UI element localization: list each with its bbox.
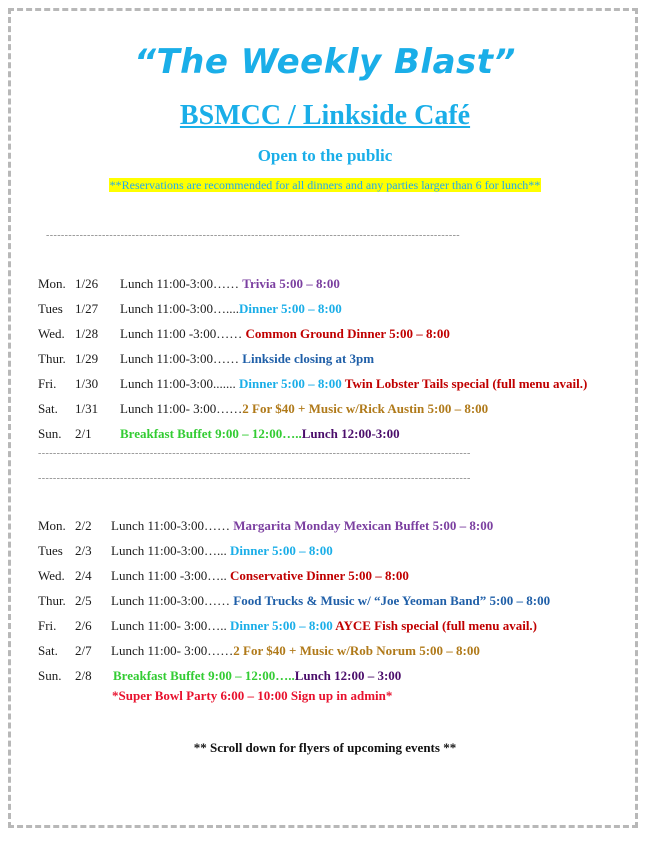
schedule-row (38, 276, 638, 301)
event-text: AYCE Fish special (full menu avail.) (335, 618, 538, 633)
event-text: Food Trucks & Music w/ “Joe Yeoman Band” 5:00 – 8:00 (233, 593, 551, 608)
event-text: Lunch 12:00-3:00 (301, 426, 400, 441)
schedule-details (111, 618, 537, 634)
event-text: 2 For $40 + Music w/Rob Norum 5:00 – 8:00 (233, 643, 480, 658)
reservations-highlight: **Reservations are recommended for all dinners and any parties larger than 6 for lunch** (109, 178, 541, 192)
event-text: Linkside closing at 3pm (242, 351, 375, 366)
schedule-details (111, 643, 480, 659)
date-label: 2/8 (75, 668, 92, 683)
date-label: 1/31 (75, 401, 99, 416)
date-label: 2/3 (75, 543, 92, 558)
divider-middle-2: -------------------------------------------------------------------------------------------------------------------- (38, 473, 471, 484)
date-label: 1/29 (75, 351, 99, 366)
schedule-row (38, 326, 638, 351)
day-label: Tues (38, 543, 63, 558)
lunch-hours: Lunch 11:00 -3:00….. (111, 568, 231, 583)
day-label: Sat. (38, 643, 58, 658)
week-2-schedule (38, 518, 638, 693)
page-title: “The Weekly Blast” (134, 42, 516, 82)
schedule-details (120, 326, 450, 342)
schedule-details (120, 301, 342, 317)
day-label: Sun. (38, 668, 62, 683)
open-to-public-text: Open to the public (257, 146, 393, 165)
schedule-details (120, 351, 374, 367)
day-label: Mon. (38, 276, 66, 291)
day-label: Wed. (38, 568, 65, 583)
event-text: Dinner 5:00 – 8:00 (239, 376, 345, 391)
lunch-hours: Lunch 11:00 -3:00…… (120, 326, 246, 341)
event-text: Margarita Monday Mexican Buffet 5:00 – 8:00 (233, 518, 494, 533)
schedule-row (38, 518, 638, 543)
day-label: Fri. (38, 376, 57, 391)
super-bowl-party-note: *Super Bowl Party 6:00 – 10:00 Sign up in admin* (112, 688, 393, 703)
reservations-note (0, 178, 650, 193)
date-label: 2/5 (75, 593, 92, 608)
event-text: Twin Lobster Tails special (full menu avail.) (344, 376, 588, 391)
divider-top: --------------------------------------------------------------------------------------------------------------- (46, 230, 461, 241)
schedule-details (120, 401, 488, 417)
day-label: Sun. (38, 426, 62, 441)
event-text: Breakfast Buffet 9:00 – 12:00….. (113, 668, 295, 683)
day-label: Thur. (38, 593, 66, 608)
lunch-hours: Lunch 11:00-3:00....... (120, 376, 240, 391)
schedule-details (111, 543, 333, 559)
schedule-row (38, 301, 638, 326)
schedule-details (113, 668, 401, 684)
date-label: 1/30 (75, 376, 99, 391)
scroll-down-note: ** Scroll down for flyers of upcoming events ** (193, 740, 457, 755)
event-text: 2 For $40 + Music w/Rick Austin 5:00 – 8:00 (242, 401, 489, 416)
event-text: Dinner 5:00 – 8:00 (230, 618, 336, 633)
schedule-details (111, 593, 550, 609)
lunch-hours: Lunch 11:00- 3:00…… (120, 401, 243, 416)
day-label: Fri. (38, 618, 57, 633)
day-label: Wed. (38, 326, 65, 341)
day-label: Thur. (38, 351, 66, 366)
event-text: Trivia 5:00 – 8:00 (242, 276, 340, 291)
schedule-row (38, 618, 638, 643)
date-label: 1/26 (75, 276, 99, 291)
date-label: 2/7 (75, 643, 92, 658)
lunch-hours: Lunch 11:00- 3:00…… (111, 643, 234, 658)
lunch-hours: Lunch 11:00-3:00…… (120, 276, 243, 291)
date-label: 2/6 (75, 618, 92, 633)
event-text: Dinner 5:00 – 8:00 (239, 301, 342, 316)
day-label: Mon. (38, 518, 66, 533)
week-1-schedule (38, 276, 638, 451)
date-label: 2/4 (75, 568, 92, 583)
event-text: Lunch 12:00 – 3:00 (294, 668, 402, 683)
event-text: Common Ground Dinner 5:00 – 8:00 (245, 326, 450, 341)
schedule-row (38, 543, 638, 568)
lunch-hours: Lunch 11:00-3:00…… (111, 518, 234, 533)
schedule-row (38, 568, 638, 593)
event-text: Breakfast Buffet 9:00 – 12:00….. (120, 426, 302, 441)
schedule-row (38, 401, 638, 426)
schedule-details (120, 426, 400, 442)
lunch-hours: Lunch 11:00-3:00…… (120, 351, 243, 366)
event-text: Conservative Dinner 5:00 – 8:00 (230, 568, 409, 583)
lunch-hours: Lunch 11:00-3:00….... (120, 301, 240, 316)
schedule-details (120, 376, 587, 392)
schedule-row (38, 376, 638, 401)
date-label: 2/2 (75, 518, 92, 533)
venue-name: BSMCC / Linkside Café (179, 100, 471, 131)
schedule-row (38, 643, 638, 668)
day-label: Sat. (38, 401, 58, 416)
schedule-details (111, 568, 409, 584)
event-text: Dinner 5:00 – 8:00 (230, 543, 333, 558)
lunch-hours: Lunch 11:00-3:00…... (111, 543, 231, 558)
date-label: 1/28 (75, 326, 99, 341)
lunch-hours: Lunch 11:00- 3:00….. (111, 618, 231, 633)
lunch-hours: Lunch 11:00-3:00…… (111, 593, 234, 608)
date-label: 1/27 (75, 301, 99, 316)
day-label: Tues (38, 301, 63, 316)
schedule-row (38, 593, 638, 618)
schedule-row (38, 351, 638, 376)
schedule-details (120, 276, 340, 292)
divider-middle-1: -------------------------------------------------------------------------------------------------------------------- (38, 448, 471, 459)
date-label: 2/1 (75, 426, 92, 441)
schedule-details (111, 518, 493, 534)
